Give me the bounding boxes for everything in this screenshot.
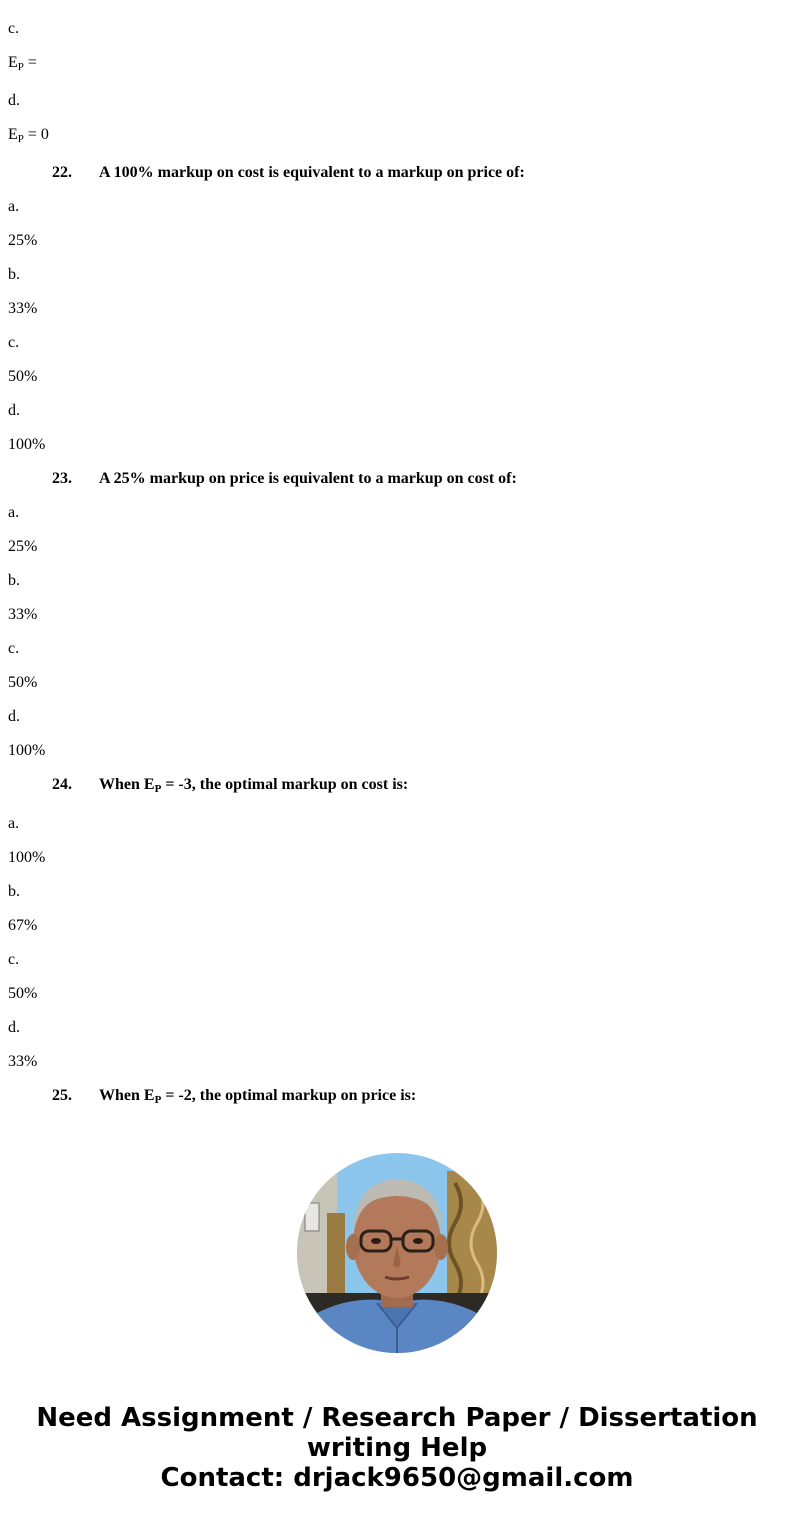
option-letter: d.: [8, 708, 20, 725]
question-text: A 100% markup on cost is equivalent to a markup on price of:: [99, 164, 525, 181]
question-24: [52, 776, 408, 794]
question-text: When $E_P = -3$, the optimal markup on cost is:: [99, 776, 409, 795]
option-letter: a.: [8, 815, 20, 832]
question-number: 25.: [52, 1087, 72, 1104]
footer-banner: [0, 1403, 794, 1493]
option-value: $E_P = 0$: [8, 126, 49, 145]
option-letter: b.: [8, 266, 20, 283]
option-letter: d.: [8, 402, 20, 419]
option-value: 33%: [8, 606, 38, 623]
option-value: 100%: [8, 742, 46, 759]
option-letter: c.: [8, 951, 20, 968]
question-text: When $E_P = -2$, the optimal markup on price is:: [99, 1087, 417, 1106]
option-value: 67%: [8, 917, 38, 934]
question-text: A 25% markup on price is equivalent to a markup on cost of:: [99, 470, 517, 487]
option-letter: b.: [8, 572, 20, 589]
author-photo: [297, 1153, 497, 1353]
option-letter: d.: [8, 92, 20, 109]
question-25: [52, 1087, 416, 1105]
question-number: 23.: [52, 470, 72, 487]
option-value: 50%: [8, 368, 38, 385]
option-value: 33%: [8, 300, 38, 317]
option-letter: b.: [8, 883, 20, 900]
option-value: $E_P$ =: [8, 54, 37, 73]
footer-line-1: Need Assignment / Research Paper / Dissertation: [36, 1403, 758, 1433]
option-letter: c.: [8, 20, 20, 37]
option-letter: a.: [8, 504, 20, 521]
option-value: 100%: [8, 436, 46, 453]
option-letter: c.: [8, 334, 20, 351]
option-value: 25%: [8, 538, 38, 555]
portrait-illustration: [297, 1153, 497, 1353]
question-23: [52, 470, 517, 488]
question-number: 22.: [52, 164, 72, 181]
option-letter: d.: [8, 1019, 20, 1036]
question-22: [52, 164, 525, 182]
question-number: 24.: [52, 776, 72, 793]
option-letter: c.: [8, 640, 20, 657]
footer-contact: Contact: drjack9650@gmail.com: [160, 1463, 634, 1493]
option-value: 50%: [8, 985, 38, 1002]
option-value: 50%: [8, 674, 38, 691]
footer-line-2: writing Help: [306, 1433, 488, 1463]
option-value: 100%: [8, 849, 46, 866]
option-letter: a.: [8, 198, 20, 215]
option-value: 25%: [8, 232, 38, 249]
option-value: 33%: [8, 1053, 38, 1070]
